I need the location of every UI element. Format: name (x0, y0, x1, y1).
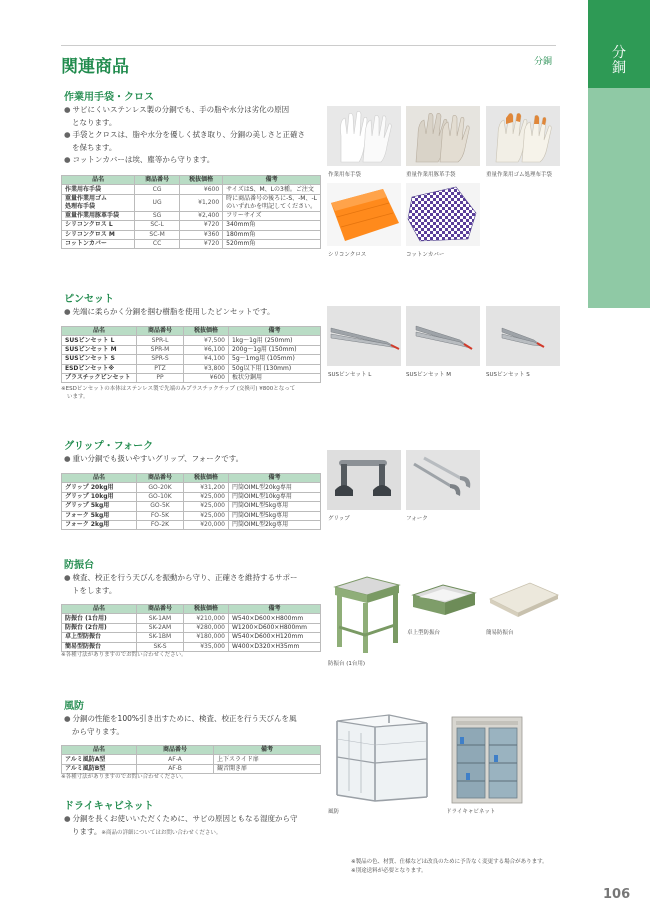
grip-table (61, 473, 321, 530)
windshield-bullets: ● 分銅の性能を100%引き出すために、検査、校正を行う天びんを風 から守ります。 (64, 713, 297, 738)
cell-code: GO-5K (137, 502, 184, 511)
col-remarks: 備考 (223, 176, 321, 185)
cell-price: ¥35,000 (184, 642, 229, 651)
bullet-text: 重い分銅でも扱いやすいグリップ、フォークです。 (72, 454, 244, 463)
table-header-row (62, 474, 321, 483)
table-row (62, 239, 321, 248)
table-row (62, 336, 321, 345)
cell-remarks: W540×D600×H120mm (229, 633, 321, 642)
section-title-grip-fork: グリップ・フォーク (64, 441, 154, 452)
cell-name: グリップ 20kg用 (62, 483, 137, 492)
cell-remarks: 上下スライド扉 (214, 755, 321, 764)
cell-name: シリコンクロス L (62, 221, 135, 230)
footer-note: ※製品の色、材質、仕様などは改良のために予告なく変更する場合があります。 (351, 859, 548, 865)
sus-tweezers-s-photo (486, 306, 560, 366)
table-header-row (62, 176, 321, 185)
col-price: 税抜価格 (184, 474, 229, 483)
cell-price: ¥3,800 (184, 364, 229, 373)
cell-code: SC-L (135, 221, 180, 230)
dry-cabinet-photo (446, 713, 528, 805)
cell-price: ¥25,000 (184, 492, 229, 501)
cell-price: ¥280,000 (184, 623, 229, 632)
note-line: ※ESDピンセットの本体はステンレス製で先端のみプラスチックチップ (交換可) ¥800となって (61, 386, 296, 392)
table-row (62, 511, 321, 520)
side-tab-label-1: 分 (612, 45, 626, 61)
cell-name: 卓上型防振台 (62, 633, 137, 642)
windshield-photo (327, 713, 437, 803)
table-row (62, 364, 321, 373)
table-row (62, 230, 321, 239)
section-title-tweezers: ピンセット (64, 294, 114, 305)
cell-name: アルミ風防A型 (62, 755, 137, 764)
col-name: 品名 (62, 605, 137, 614)
cell-price: ¥600 (180, 185, 223, 194)
cell-code: SK-1AM (137, 614, 184, 623)
cell-remarks: 340mm角 (223, 221, 321, 230)
cell-name-line: 重量作業用ゴム (65, 194, 108, 202)
cell-code: FO-2K (137, 520, 184, 529)
table-header-row (62, 746, 321, 755)
caption: 卓上型防振台 (407, 630, 441, 636)
cell-name: ESDピンセット※ (62, 364, 137, 373)
cell-price: ¥360 (180, 230, 223, 239)
cell-code: SK-S (137, 642, 184, 651)
cell-name: プラスチックピンセット (62, 373, 137, 382)
sus-tweezers-m-photo (406, 306, 480, 366)
bullet-text: 分銅を長くお使いいただくために、サビの原因ともなる湿度から守 (72, 814, 298, 823)
caption: シリコンクロス (328, 252, 367, 258)
simple-antivibration-photo (486, 573, 560, 623)
windshield-note: ※各種寸法がありますのでお問い合わせください。 (61, 774, 187, 780)
cell-remarks: サイズはS、M、Lの3種。ご注文 (223, 185, 321, 194)
table-row (62, 345, 321, 354)
bullet-text: から守ります。 (72, 726, 124, 736)
silicone-cloth-photo (327, 183, 401, 246)
table-row (62, 373, 321, 382)
table-row (62, 520, 321, 529)
cell-code: PP (137, 373, 184, 382)
cell-price: ¥1,200 (180, 194, 223, 211)
table-row (62, 502, 321, 511)
cell-remarks: フリーサイズ (223, 211, 321, 220)
bullet-text: 分銅の性能を100%引き出すために、検査、校正を行う天びんを風 (72, 714, 297, 723)
cell-remarks: W1200×D600×H800mm (229, 623, 321, 632)
cell-name: SUSピンセット L (62, 336, 137, 345)
cell-price: ¥25,000 (184, 502, 229, 511)
table-row (62, 614, 321, 623)
caption: 風防 (328, 809, 340, 815)
grip-bullets: ● 重い分銅でも扱いやすいグリップ、フォークです。 (64, 454, 244, 463)
cell-name: フォーク 2kg用 (62, 520, 137, 529)
cell-price: ¥31,200 (184, 483, 229, 492)
cell-remarks: 円筒OIML型10kg専用 (229, 492, 321, 501)
col-price: 税抜価格 (184, 605, 229, 614)
cell-code: PTZ (137, 364, 184, 373)
table-row (62, 623, 321, 632)
cell-name: コットンカバー (62, 239, 135, 248)
section-title-antivibration: 防振台 (64, 560, 94, 571)
grip-photo (327, 450, 401, 510)
cell-price: ¥720 (180, 239, 223, 248)
caption: 重量作業用ゴム処理布手袋 (486, 172, 553, 178)
caption: SUSピンセット S (486, 372, 530, 378)
table-row (62, 185, 321, 194)
antivib-table (61, 604, 321, 652)
bullet-text: トをします。 (72, 585, 117, 595)
caption: SUSピンセット M (406, 372, 452, 378)
bullet-text: サビにくいステンレス製の分銅でも、手の脂や水分は劣化の原因 (72, 105, 290, 114)
cell-remarks (223, 194, 321, 211)
col-code: 商品番号 (137, 605, 184, 614)
cell-remarks-line: のいずれかを明記してください。 (226, 202, 317, 210)
tabletop-antivibration-photo (407, 573, 481, 623)
cell-name-line: 処理布手袋 (65, 202, 96, 210)
cell-price: ¥180,000 (184, 633, 229, 642)
caption: 簡易防振台 (486, 630, 514, 636)
cell-name: SUSピンセット M (62, 345, 137, 354)
col-remarks: 備考 (229, 605, 321, 614)
col-code: 商品番号 (137, 746, 214, 755)
cell-price: ¥25,000 (184, 511, 229, 520)
tweezers-note (61, 385, 295, 401)
cell-remarks: 50g以下用 (130mm) (229, 364, 321, 373)
category-label: 分銅 (534, 57, 553, 67)
bullet-note: ※商品の詳細についてはお問い合わせください。 (101, 829, 222, 836)
cell-name: 防振台 (1台用) (62, 614, 137, 623)
section-title-windshield: 風防 (64, 701, 84, 712)
cell-remarks: W540×D600×H800mm (229, 614, 321, 623)
col-code: 商品番号 (137, 474, 184, 483)
table-row (62, 492, 321, 501)
cell-price: ¥2,400 (180, 211, 223, 220)
cell-name: グリップ 5kg用 (62, 502, 137, 511)
cell-name: シリコンクロス M (62, 230, 135, 239)
cell-name: 作業用布手袋 (62, 185, 135, 194)
cell-code: SPR-M (137, 345, 184, 354)
col-code: 商品番号 (137, 327, 184, 336)
col-price: 税抜価格 (184, 327, 229, 336)
leather-gloves-photo (406, 106, 480, 166)
cell-code: GO-20K (137, 483, 184, 492)
section-title-gloves: 作業用手袋・クロス (64, 92, 154, 103)
windshield-table (61, 745, 321, 774)
section-title-dry-cabinet: ドライキャビネット (64, 801, 154, 812)
bullet-text: を保ちます。 (72, 142, 117, 152)
caption: フォーク (406, 516, 428, 522)
cell-code: SK-2AM (137, 623, 184, 632)
cell-code: SK-1BM (137, 633, 184, 642)
cell-name: 重量作業用豚革手袋 (62, 211, 135, 220)
col-name: 品名 (62, 474, 137, 483)
cell-code: UG (135, 194, 180, 211)
antivibration-table-1-photo (327, 573, 403, 655)
col-price: 税抜価格 (180, 176, 223, 185)
bullet-text: ります。 (72, 826, 102, 836)
antivib-note: ※各種寸法がありますのでお問い合わせください。 (61, 652, 187, 658)
title-divider (61, 45, 556, 46)
col-name: 品名 (62, 327, 137, 336)
cell-code: SG (135, 211, 180, 220)
cell-code: AF-A (137, 755, 214, 764)
cell-code: CG (135, 185, 180, 194)
cell-remarks: 円筒OIML型5kg専用 (229, 502, 321, 511)
table-header-row (62, 327, 321, 336)
cell-remarks: 1kg～1g用 (250mm) (229, 336, 321, 345)
cell-name: 防振台 (2台用) (62, 623, 137, 632)
side-tab (588, 0, 650, 88)
cell-name: アルミ風防B型 (62, 764, 137, 773)
cell-remarks: 円筒OIML型20kg専用 (229, 483, 321, 492)
cell-code: FO-5K (137, 511, 184, 520)
table-row (62, 194, 321, 211)
cell-remarks: 円筒OIML型2kg専用 (229, 520, 321, 529)
bullet-text: 検査、校正を行う天びんを振動から守り、正確さを維持するサポー (72, 573, 298, 582)
cell-remarks: 200g～1g用 (150mm) (229, 345, 321, 354)
table-row (62, 211, 321, 220)
gloves-table (61, 175, 321, 249)
caption: 作業用布手袋 (328, 172, 362, 178)
cell-remarks: 円筒OIML型5kg専用 (229, 511, 321, 520)
col-remarks: 備考 (229, 327, 321, 336)
bullet-text: コットンカバーは埃、塵等から守ります。 (72, 155, 215, 164)
bullet-text: 手袋とクロスは、脂や水分を優しく拭き取り、分銅の美しさと正確さ (72, 130, 306, 139)
cell-remarks: 520mm角 (223, 239, 321, 248)
cell-code: SPR-S (137, 355, 184, 364)
cell-remarks: 180mm角 (223, 230, 321, 239)
table-row (62, 483, 321, 492)
cell-price: ¥4,100 (184, 355, 229, 364)
col-remarks: 備考 (229, 474, 321, 483)
table-row (62, 221, 321, 230)
rubber-coated-gloves-photo (486, 106, 560, 166)
table-header-row (62, 605, 321, 614)
col-code: 商品番号 (135, 176, 180, 185)
cell-price: ¥210,000 (184, 614, 229, 623)
cell-remarks-line: 時に商品番号の後ろに-S、-M、-L (226, 194, 317, 202)
cell-price: ¥7,500 (184, 336, 229, 345)
tweezers-table (61, 326, 321, 383)
caption: グリップ (328, 516, 350, 522)
cell-price: ¥720 (180, 221, 223, 230)
bullet-text: 先端に柔らかく分銅を掴む樹脂を使用したピンセットです。 (72, 307, 275, 316)
col-remarks: 備考 (214, 746, 321, 755)
caption: 重量作業用豚革手袋 (406, 172, 456, 178)
cell-code: SC-M (135, 230, 180, 239)
fork-photo (406, 450, 480, 510)
footer-note: ※別途送料が必要となります。 (351, 868, 427, 874)
bullet-text: となります。 (72, 117, 117, 127)
page-title: 関連商品 (61, 57, 129, 77)
cell-code: AF-B (137, 764, 214, 773)
cell-price: ¥20,000 (184, 520, 229, 529)
gloves-bullets: ● サビにくいステンレス製の分銅でも、手の脂や水分は劣化の原因 となります。 ● 手袋とクロスは、脂や水分を優しく拭き取り、分銅の美しさと正確さ を保ちます。 ● コットンカバーは埃、塵等から守ります。 (64, 105, 306, 164)
cell-name (62, 194, 135, 211)
col-name: 品名 (62, 746, 137, 755)
antivib-bullets: ● 検査、校正を行う天びんを振動から守り、正確さを維持するサポー トをします。 (64, 572, 298, 597)
caption: SUSピンセット L (328, 372, 372, 378)
side-tab-label-2: 銅 (612, 60, 626, 76)
cotton-cover-photo (406, 183, 480, 246)
cell-remarks: W400×D320×H35mm (229, 642, 321, 651)
note-line: います。 (67, 394, 89, 400)
cell-code: GO-10K (137, 492, 184, 501)
cell-name: 簡易型防振台 (62, 642, 137, 651)
cell-code: CC (135, 239, 180, 248)
white-cloth-gloves-photo (327, 106, 401, 166)
cell-name: SUSピンセット S (62, 355, 137, 364)
caption: コットンカバー (406, 252, 445, 258)
cell-price: ¥600 (184, 373, 229, 382)
sus-tweezers-l-photo (327, 306, 401, 366)
table-row (62, 355, 321, 364)
page-number: 106 (603, 887, 631, 902)
caption: 防振台 (1台用) (328, 661, 366, 667)
cell-remarks: 5g～1mg用 (105mm) (229, 355, 321, 364)
cell-name: フォーク 5kg用 (62, 511, 137, 520)
tweezers-bullets: ● 先端に柔らかく分銅を掴む樹脂を使用したピンセットです。 (64, 307, 275, 316)
col-name: 品名 (62, 176, 135, 185)
cabinet-bullets: ● 分銅を長くお使いいただくために、サビの原因ともなる湿度から守 ります。※商品の詳細についてはお問い合わせください。 (64, 814, 298, 836)
table-row (62, 755, 321, 764)
cell-remarks: 観音開き扉 (214, 764, 321, 773)
table-row (62, 633, 321, 642)
caption: ドライキャビネット (446, 809, 496, 815)
cell-price: ¥6,100 (184, 345, 229, 354)
cell-remarks: 板状分銅用 (229, 373, 321, 382)
cell-name: グリップ 10kg用 (62, 492, 137, 501)
cell-code: SPR-L (137, 336, 184, 345)
